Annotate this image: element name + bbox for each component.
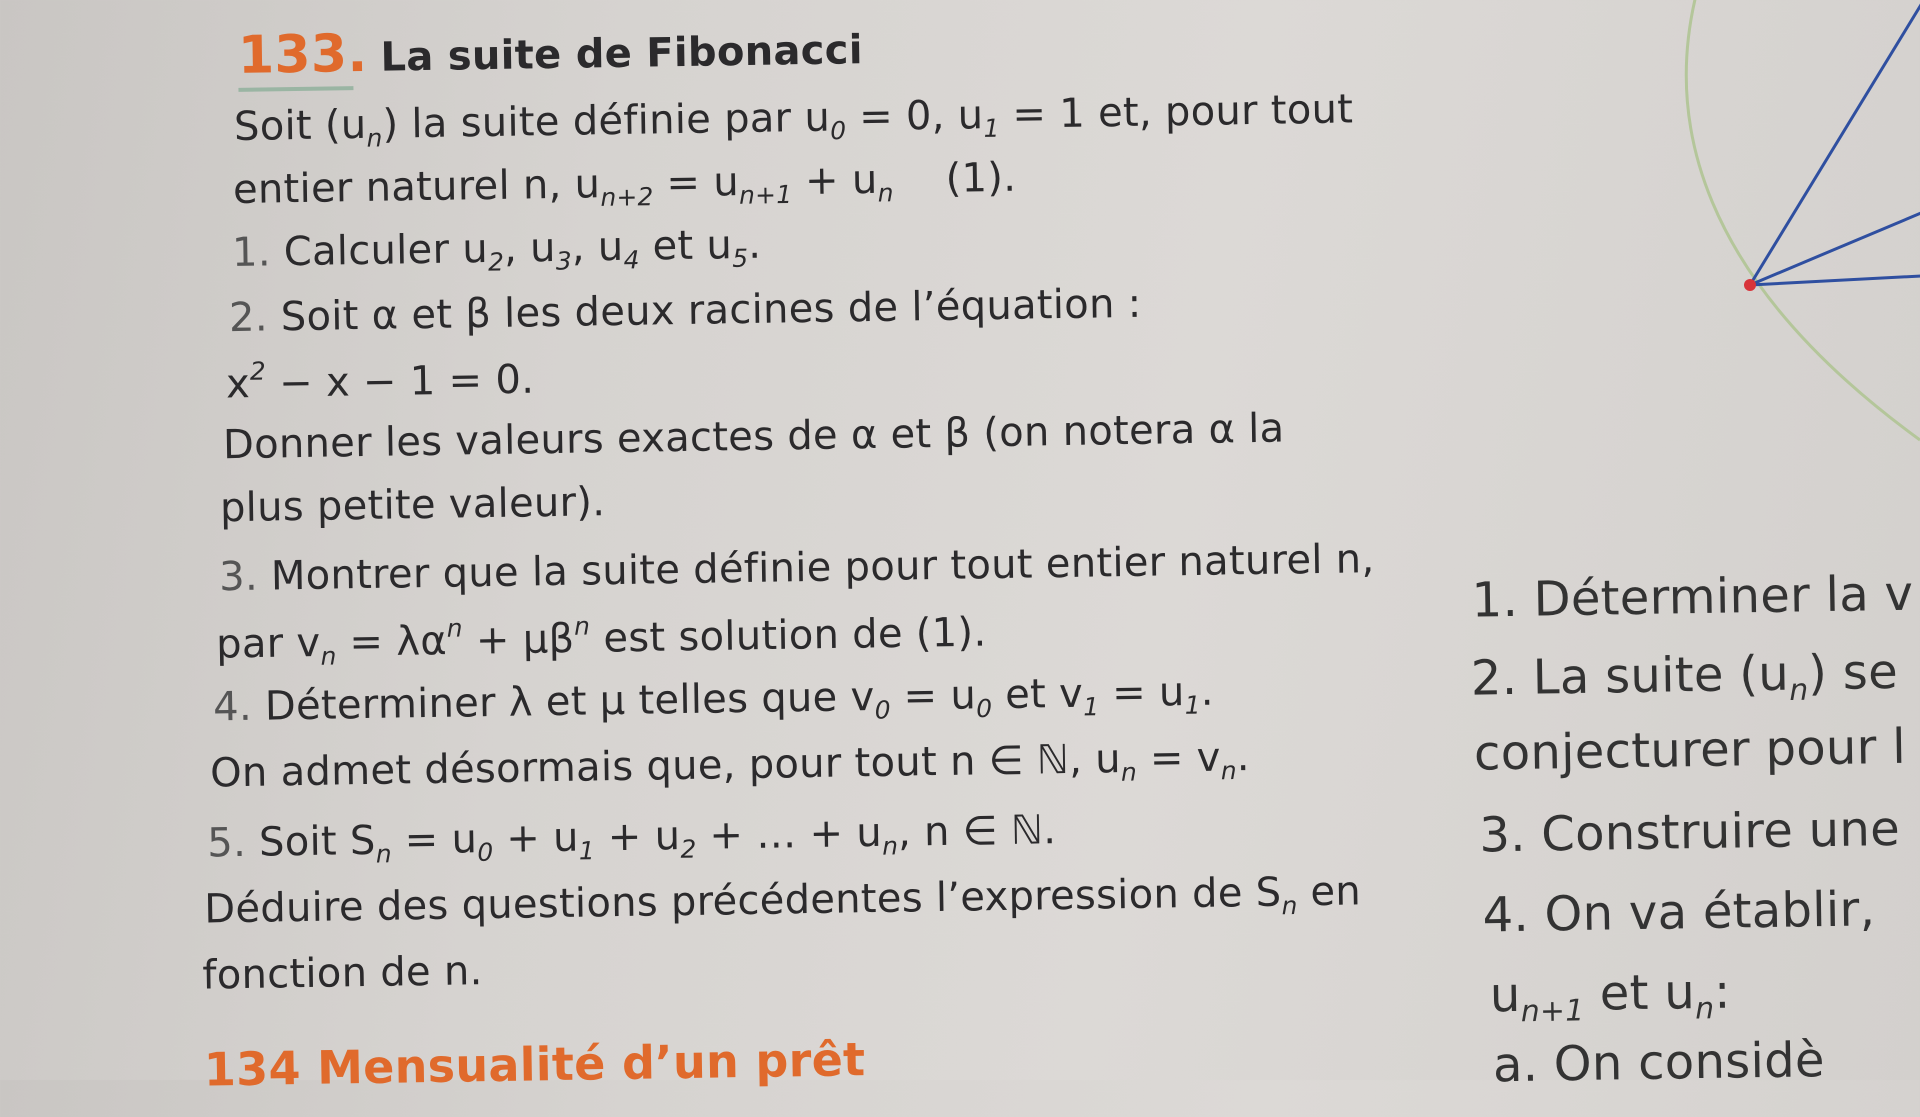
question-4-admit: On admet désormais que, pour tout n ∈ ℕ, $u_n = v_n$. (209, 734, 1251, 797)
right-question-3: 3. Construire une (1478, 800, 1901, 864)
right-question-2-cont: conjecturer pour l (1473, 718, 1907, 782)
right-question-2: 2. La suite $(u_n)$ se (1470, 643, 1899, 709)
question-5-text-2: Déduire des questions précédentes l’expression de $S_n$ en (203, 868, 1362, 933)
exercise-header (237, 16, 863, 86)
question-4: 4. Déterminer λ et μ telles que $v_0 = u_0$ et $v_1 = u_1$. (212, 668, 1215, 731)
right-question-4: 4. On va établir, (1482, 881, 1876, 944)
question-2: 2. Soit α et β les deux racines de l’équation : (228, 280, 1142, 342)
intro-line-1: Soit $(u_n)$ la suite définie par $u_0 = 0$, $u_1 = 1$ et, pour tout (233, 86, 1354, 153)
question-5: 5. Soit $S_n = u_0 + u_1 + u_2$ + … + $u_n$, n ∈ ℕ. (206, 807, 1057, 869)
question-1: 1. Calculer $u_2$, $u_3$, $u_4$ et $u_5$. (231, 221, 762, 277)
question-2-text-2: Donner les valeurs exactes de α et β (on notera α la (222, 405, 1285, 469)
question-3-text-2: par $v_n = \lambda\alpha^n + \mu\beta^n$ est solution de (1). (215, 609, 987, 671)
right-question-1: 1. Déterminer la v (1471, 565, 1914, 629)
question-3: 3. Montrer que la suite définie pour tout entier naturel n, (218, 536, 1375, 601)
intro-line-2: entier naturel n, $u_{n+2} = u_{n+1} + u_n$ (1). (232, 154, 1017, 214)
exercise-number: 133. (237, 23, 368, 86)
next-exercise-title: 134 Mensualité d’un prêt (203, 1032, 866, 1097)
question-2-equation: $x^2 - x - 1 = 0$. (225, 356, 535, 408)
right-question-4-cont: $u_{n+1}$ et $u_n$: (1489, 963, 1732, 1030)
question-2-text-3: plus petite valeur). (219, 479, 606, 532)
right-question-4a: a. On considè (1492, 1032, 1826, 1094)
question-5-text-3: fonction de n. (202, 948, 483, 999)
exercise-title: La suite de Fibonacci (380, 27, 864, 81)
title-underline (238, 86, 353, 92)
